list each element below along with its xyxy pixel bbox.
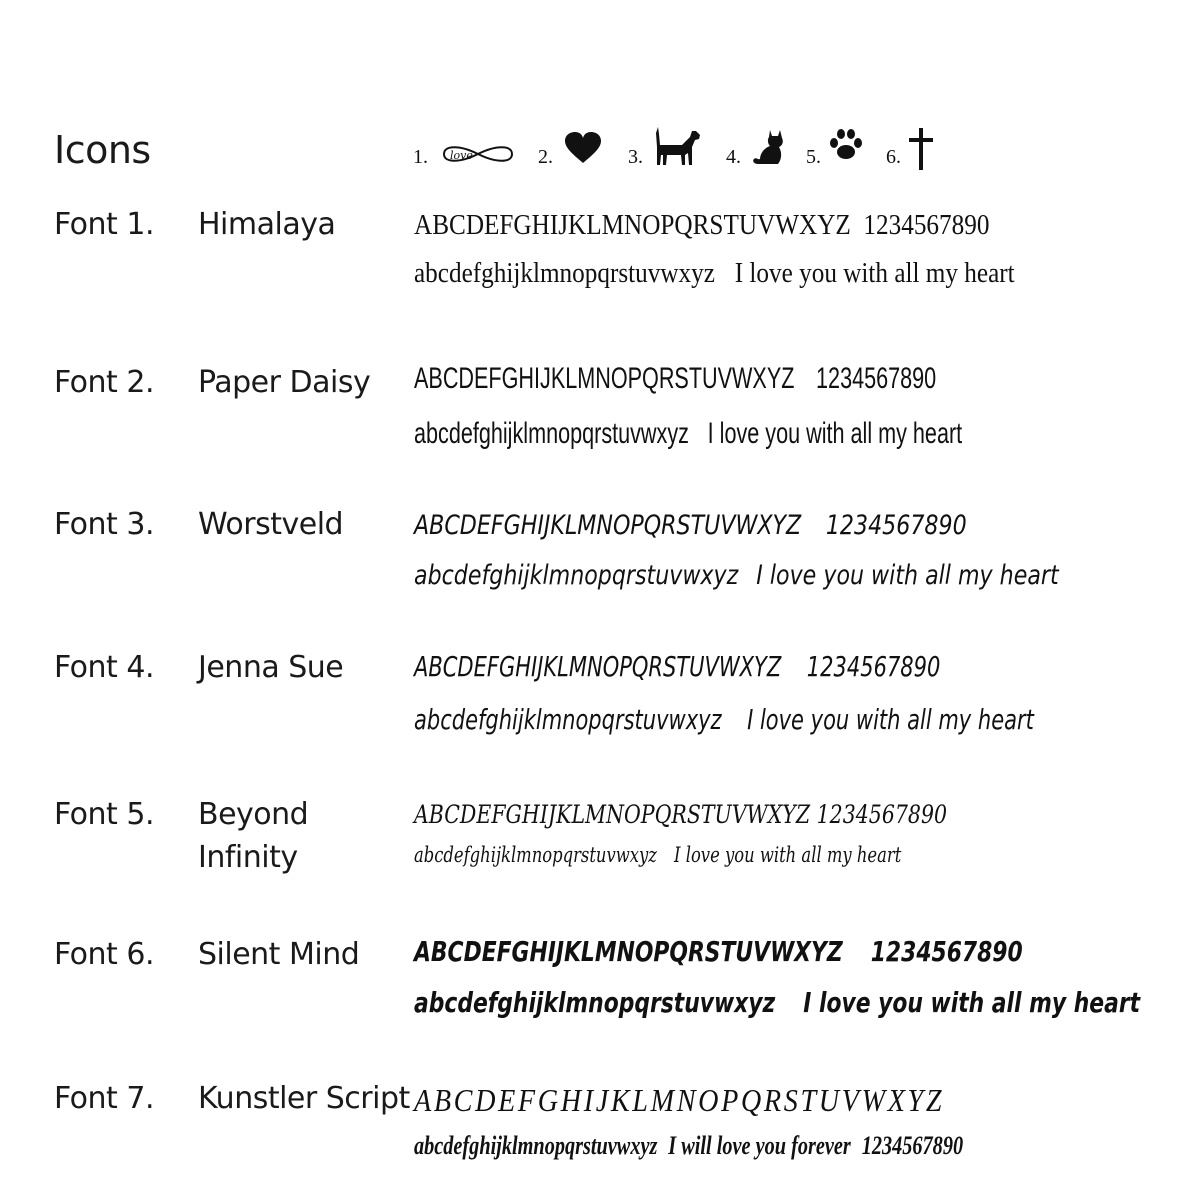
infinity-love-text: love [450,149,473,162]
font-6-upper: ABCDEFGHIJKLMNOPQRSTUVWXYZ [414,935,843,968]
cross-icon [907,128,935,170]
font-1-upper: ABCDEFGHIJKLMNOPQRSTUVWXYZ [414,210,851,241]
font-5-name-line2: Infinity [198,840,298,875]
font-7-digits: 1234567890 [861,1131,964,1160]
font-2-name: Paper Daisy [198,365,371,400]
font-4-sample-upper [414,650,940,683]
font-2-phrase: I love you with all my heart [707,417,963,450]
font-6-sample-upper [414,935,1023,968]
font-1-phrase: I love you with all my heart [734,258,1015,289]
icon-1-number: 1. [413,146,428,168]
font-2-label: Font 2. [54,365,154,400]
font-5-sample-upper [414,800,947,829]
cat-icon [748,126,788,166]
font-7-sample-upper [414,1082,944,1119]
font-5-lower: abcdefghijklmnopqrstuvwxyz [414,843,657,867]
font-3-sample-upper [414,510,967,541]
font-6-lower: abcdefghijklmnopqrstuvwxyz [414,986,776,1019]
font-4-phrase: I love you with all my heart [747,703,1034,736]
font-3-lower: abcdefghijklmnopqrstuvwxyz [414,560,739,591]
font-7-upper: ABCDEFGHIJKLMNOPQRSTUVWXYZ [414,1082,945,1118]
font-2-sample-upper [414,362,936,396]
font-2-sample-lower [414,417,962,451]
font-4-upper: ABCDEFGHIJKLMNOPQRSTUVWXYZ [414,650,782,683]
font-6-name: Silent Mind [198,937,360,972]
font-4-digits: 1234567890 [806,650,941,683]
font-3-name: Worstveld [198,507,344,542]
font-6-digits: 1234567890 [870,935,1023,968]
font-4-sample-lower [414,703,1034,736]
font-1-sample-upper [414,210,989,242]
font-3-label: Font 3. [54,507,154,542]
font-6-sample-lower [414,986,1140,1019]
heart-icon [563,131,603,165]
font-3-sample-lower [414,560,1059,591]
infinity-love-icon [436,140,520,168]
font-7-label: Font 7. [54,1081,154,1116]
font-5-name-line1: Beyond [198,797,309,832]
font-1-name: Himalaya [198,207,336,242]
font-1-label: Font 1. [54,207,154,242]
font-1-lower: abcdefghijklmnopqrstuvwxyz [414,258,715,289]
font-5-upper: ABCDEFGHIJKLMNOPQRSTUVWXYZ [414,800,811,829]
font-5-digits: 1234567890 [816,800,948,829]
font-2-upper: ABCDEFGHIJKLMNOPQRSTUVWXYZ [414,362,795,395]
font-1-digits: 1234567890 [863,210,990,241]
icon-3-number: 3. [628,146,643,168]
font-4-lower: abcdefghijklmnopqrstuvwxyz [414,703,722,736]
font-5-label: Font 5. [54,797,154,832]
font-7-lower: abcdefghijklmnopqrstuvwxyz [414,1131,658,1160]
paw-icon [828,128,864,162]
font-3-upper: ABCDEFGHIJKLMNOPQRSTUVWXYZ [414,510,802,541]
font-7-name: Kunstler Script [198,1081,410,1116]
font-4-name: Jenna Sue [198,650,344,685]
font-6-phrase: I love you with all my heart [803,986,1141,1019]
font-3-digits: 1234567890 [825,510,967,541]
font-6-label: Font 6. [54,937,154,972]
icon-6-number: 6. [886,146,901,168]
icon-4-number: 4. [726,146,741,168]
icon-2-number: 2. [538,146,553,168]
font-7-phrase: I will love you forever [668,1131,851,1160]
font-5-sample-lower [414,843,901,867]
icon-5-number: 5. [806,146,821,168]
icons-title: Icons [54,128,151,172]
font-2-digits: 1234567890 [816,362,937,395]
font-5-phrase: I love you with all my heart [674,843,902,867]
font-2-lower: abcdefghijklmnopqrstuvwxyz [414,417,689,450]
font-4-label: Font 4. [54,650,154,685]
font-7-sample-lower [414,1131,963,1161]
dog-icon [652,125,702,167]
font-1-sample-lower [414,258,1015,290]
font-3-phrase: I love you with all my heart [756,560,1059,591]
